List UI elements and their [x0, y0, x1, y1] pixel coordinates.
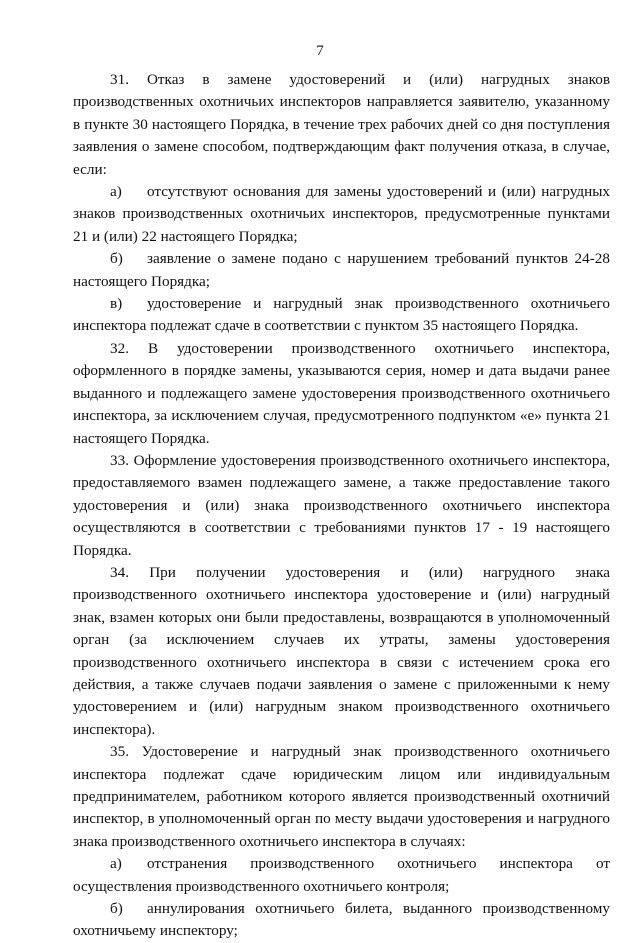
- item-text: удостоверение и нагрудный знак производственного охотничьего инспектора подлежат сдаче в соответствии с пунктом 35 настоящего Порядка.: [73, 295, 610, 335]
- item-text: аннулирования охотничьего билета, выданного производственному охотничьему инспектору;: [73, 900, 610, 940]
- page-number: 7: [316, 43, 324, 59]
- item-marker: в): [110, 295, 123, 313]
- paragraph-35-item-b: [73, 898, 610, 943]
- paragraph-35: 35. Удостоверение и нагрудный знак производственного охотничьего инспектора подлежат сдаче юридическим лицом или индивидуальным предпринимателем, работником которого является производственный охотничий инспектор, в уполномоченный орган по месту выдачи удостоверения и нагрудного знака производственного охотничьего инспектора в случаях:: [73, 743, 610, 850]
- item-marker: б): [110, 900, 123, 918]
- paragraph-34: 34. При получении удостоверения и (или) нагрудного знака производственного охотничьего инспектора удостоверение и (или) нагрудный знак, взамен которых они были предоставлены, возвращаются в уполномоченный орган (за исключением случаев их утраты, замены удостоверения производственного охотничьего инспектора в связи с истечением срока его действия, а также случаев подачи заявления о замене с приложенными к нему удостоверением и (или) нагрудным знаком производственного охотничьего инспектора).: [73, 563, 610, 738]
- paragraph-31-item-c: [73, 293, 610, 338]
- item-text: отстранения производственного охотничьего инспектора от осуществления производственного охотничьего контроля;: [73, 855, 610, 895]
- paragraph-31: 31. Отказ в замене удостоверений и (или) нагрудных знаков производственных охотничьих инспекторов направляется заявителю, указанному в пункте 30 настоящего Порядка, в течение трех рабочих дней со дня поступления заявления о замене способом, подтверждающим факт получения отказа, в случае, если:: [73, 71, 610, 178]
- item-marker: а): [110, 855, 122, 873]
- paragraph-33: 33. Оформление удостоверения производственного охотничьего инспектора, предоставляемого взамен подлежащего замене, а также предоставление такого удостоверения и (или) знака производственного охотничьего инспектора осуществляются в соответствии с требованиями пунктов 17 - 19 настоящего Порядка.: [73, 451, 610, 559]
- paragraph-35-item-a: [73, 853, 610, 898]
- paragraph-32: 32. В удостоверении производственного охотничьего инспектора, оформленного в порядке замены, указываются серия, номер и дата выдачи ранее выданного и подлежащего замене удостоверения производственного охотничьего инспектора, за исключением случая, предусмотренного подпунктом «е» пункта 21 настоящего Порядка.: [73, 339, 610, 447]
- item-marker: б): [110, 250, 123, 268]
- document-body: [73, 69, 610, 943]
- paragraph-31-item-b: [73, 248, 610, 293]
- item-text: отсутствуют основания для замены удостоверений и (или) нагрудных знаков производственных охотничьих инспекторов, предусмотренные пунктами 21 и (или) 22 настоящего Порядка;: [73, 183, 610, 245]
- item-marker: а): [110, 183, 122, 201]
- item-text: заявление о замене подано с нарушением требований пунктов 24-28 настоящего Порядка;: [73, 250, 610, 290]
- paragraph-31-item-a: [73, 181, 610, 248]
